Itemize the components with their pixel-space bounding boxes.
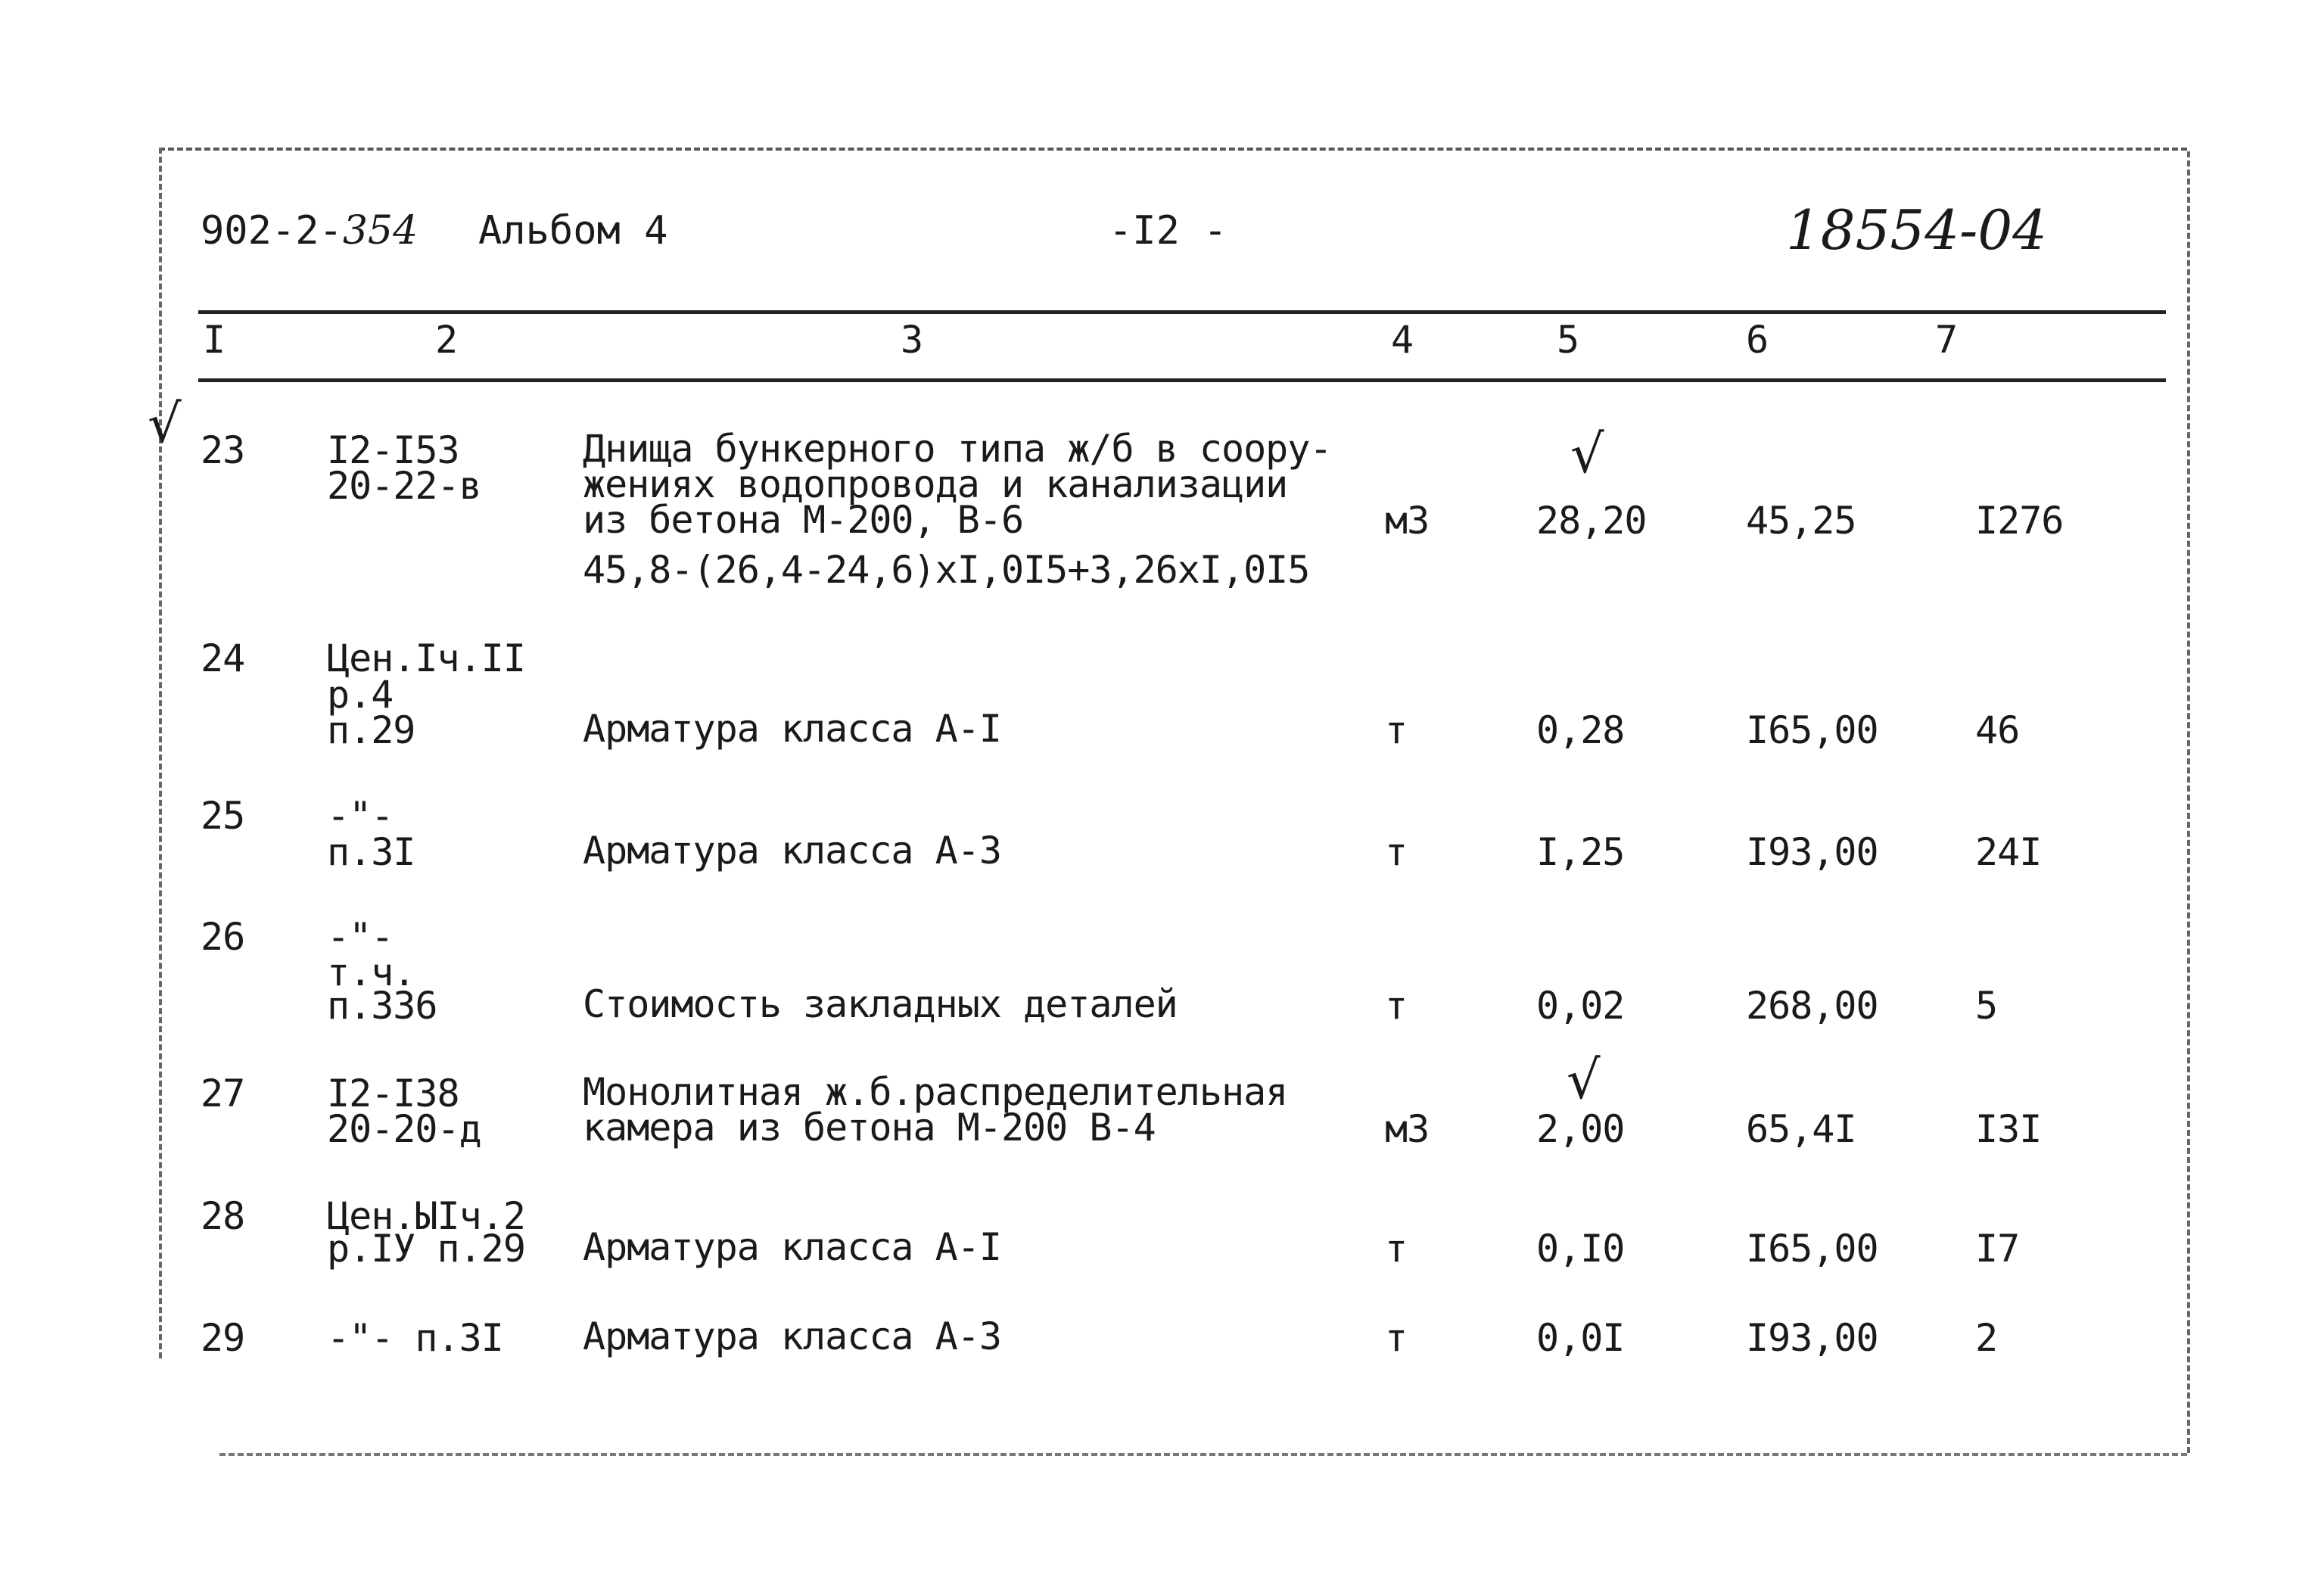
row-reference-line: 20-20-д (327, 1107, 481, 1151)
row-description-line: Арматура класса А-I (583, 707, 1001, 751)
row-description-line: камера из бетона М-200 В-4 (583, 1106, 1156, 1150)
check-mark-icon: √ (1570, 423, 1604, 485)
row-reference-line: п.336 (327, 984, 437, 1028)
column-number-3: 3 (901, 318, 924, 362)
row-number: 27 (201, 1072, 245, 1115)
header-rule-top (198, 310, 2166, 314)
row-unit-price: I93,00 (1746, 830, 1878, 874)
row-reference-line: р.4 (327, 673, 394, 717)
row-total: 24I (1975, 830, 2042, 874)
row-number: 28 (201, 1194, 245, 1238)
row-total: I7 (1975, 1227, 2020, 1271)
row-unit-price: 45,25 (1746, 499, 1856, 543)
row-unit: м3 (1385, 499, 1430, 543)
row-description-line: Арматура класса А-I (583, 1225, 1001, 1269)
row-reference-line: п.29 (327, 708, 415, 752)
row-number: 26 (201, 915, 245, 959)
column-number-4: 4 (1391, 318, 1414, 362)
row-reference-line: -"- (327, 794, 394, 838)
row-quantity: 0,I0 (1536, 1227, 1625, 1271)
header-rule-bottom (198, 378, 2166, 382)
row-reference-line: т.ч. (327, 950, 415, 994)
row-reference-line: -"- (327, 915, 394, 959)
row-description-line: Арматура класса А-3 (583, 829, 1001, 873)
document-code-handwritten: 354 (342, 208, 419, 254)
row-unit: т (1385, 1227, 1408, 1271)
row-quantity: 0,0I (1536, 1316, 1625, 1360)
row-unit-price: I65,00 (1746, 1227, 1878, 1271)
row-reference-line: 20-22-в (327, 464, 481, 508)
row-volume-formula: 45,8-(26,4-24,6)хI,0I5+3,26хI,0I5 (583, 548, 1310, 592)
row-reference-line: Цен.Iч.II (327, 636, 525, 680)
row-unit-price: I65,00 (1746, 708, 1878, 752)
row-description-line: Днища бункерного типа ж/б в соору- (583, 427, 1332, 471)
row-number: 25 (201, 794, 245, 838)
row-number: 24 (201, 636, 245, 680)
row-unit-price: 65,4I (1746, 1107, 1856, 1151)
check-mark-icon: √ (148, 393, 182, 455)
row-unit: м3 (1385, 1107, 1430, 1151)
row-quantity: I,25 (1536, 830, 1625, 874)
document-code (201, 208, 418, 254)
row-number: 23 (201, 428, 245, 472)
row-reference-line: Цен.ЫIч.2 (327, 1194, 525, 1238)
row-description-line: Монолитная ж.б.распределительная (583, 1070, 1288, 1114)
row-reference-line: I2-I53 (327, 428, 459, 472)
row-unit-price: I93,00 (1746, 1316, 1878, 1360)
row-unit: т (1385, 984, 1408, 1028)
row-total: 2 (1975, 1316, 1998, 1360)
document-code-prefix: 902-2- (201, 208, 343, 254)
row-reference-line: I2-I38 (327, 1072, 459, 1115)
row-reference-line: -"- п.3I (327, 1316, 503, 1360)
row-total: I276 (1975, 499, 2064, 543)
row-quantity: 0,02 (1536, 984, 1625, 1028)
row-unit: т (1385, 1316, 1408, 1360)
row-reference-line: р.IУ п.29 (327, 1227, 525, 1271)
frame-right-border (2187, 151, 2190, 1453)
column-number-6: 6 (1746, 318, 1769, 362)
row-quantity: 28,20 (1536, 499, 1647, 543)
album-label: Альбом 4 (478, 208, 668, 254)
row-description-line: Арматура класса А-3 (583, 1314, 1001, 1358)
row-number: 29 (201, 1316, 245, 1360)
frame-top-border (159, 148, 2187, 151)
column-number-2: 2 (435, 318, 459, 362)
page-number: -I2 - (1109, 208, 1228, 254)
row-unit: т (1385, 830, 1408, 874)
row-total: 46 (1975, 708, 2020, 752)
row-total: I3I (1975, 1107, 2042, 1151)
row-quantity: 2,00 (1536, 1107, 1625, 1151)
row-total: 5 (1975, 984, 1998, 1028)
row-quantity: 0,28 (1536, 708, 1625, 752)
column-number-1: I (203, 318, 226, 362)
frame-bottom-border (219, 1453, 2187, 1456)
column-number-7: 7 (1935, 318, 1959, 362)
row-unit-price: 268,00 (1746, 984, 1878, 1028)
row-unit: т (1385, 708, 1408, 752)
row-description-line: жениях водопровода и канализации (583, 462, 1288, 506)
row-description-line: из бетона М-200, В-6 (583, 498, 1024, 542)
row-description-line: Стоимость закладных деталей (583, 982, 1178, 1026)
frame-left-border (159, 148, 162, 1358)
archive-stamp-number: 18554-04 (1786, 198, 2047, 262)
check-mark-icon: √ (1567, 1049, 1601, 1111)
row-reference-line: п.3I (327, 830, 415, 874)
column-number-5: 5 (1557, 318, 1580, 362)
